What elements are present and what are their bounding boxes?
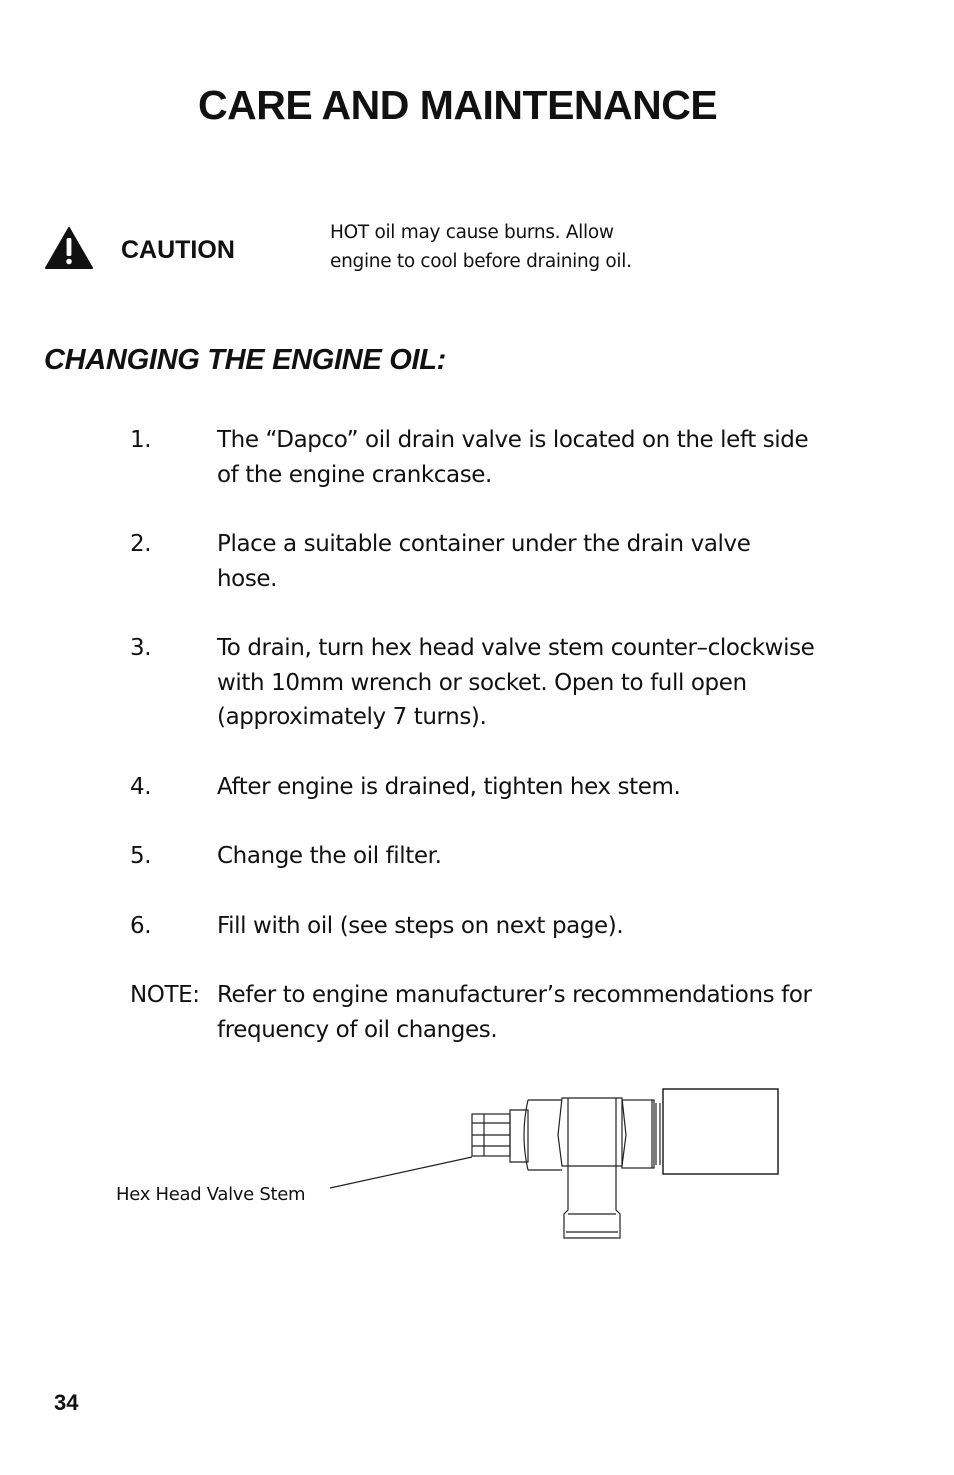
list-item <box>130 909 830 944</box>
caution-message-line1: HOT oil may cause burns. Allow <box>330 222 614 243</box>
step-text: To drain, turn hex head valve stem counter–clockwise with 10mm wrench or socket. Open to full open (approximately 7 turns). <box>217 635 815 730</box>
hose-barb <box>564 1166 620 1238</box>
callout-leader-line <box>330 1157 472 1188</box>
page-title: CARE AND MAINTENANCE <box>198 82 718 128</box>
note-label: NOTE: <box>130 982 200 1008</box>
step-text: The “Dapco” oil drain valve is located on the left side of the engine crankcase. <box>217 427 809 488</box>
step-number: 4. <box>130 773 152 800</box>
step-text: After engine is drained, tighten hex stem. <box>217 773 681 800</box>
note-text: Refer to engine manufacturer’s recommendations for frequency of oil changes. <box>217 982 812 1043</box>
step-number: 6. <box>130 912 152 939</box>
caution-label: CAUTION <box>121 236 235 264</box>
caution-message-line2: engine to cool before draining oil. <box>330 251 632 272</box>
page-number: 34 <box>54 1390 79 1415</box>
note-item <box>130 978 830 1047</box>
list-item <box>130 839 830 874</box>
caution-message <box>330 218 690 276</box>
list-item <box>130 423 830 492</box>
step-number: 3. <box>130 635 152 661</box>
steps-list <box>130 423 830 1082</box>
step-text: Change the oil filter. <box>217 843 442 869</box>
warning-triangle-icon <box>44 226 94 270</box>
callout-label: Hex Head Valve Stem <box>116 1184 306 1205</box>
list-item <box>130 631 830 735</box>
list-item <box>130 527 830 596</box>
section-heading: CHANGING THE ENGINE OIL: <box>44 344 447 376</box>
drain-valve-diagram <box>0 1080 954 1260</box>
engine-crankcase-block <box>663 1089 778 1174</box>
list-item <box>130 770 830 805</box>
step-number: 1. <box>130 427 152 453</box>
step-number: 2. <box>130 531 152 557</box>
step-text: Fill with oil (see steps on next page). <box>217 912 624 939</box>
step-number: 5. <box>130 843 152 869</box>
step-text: Place a suitable container under the drain valve hose. <box>217 531 751 592</box>
